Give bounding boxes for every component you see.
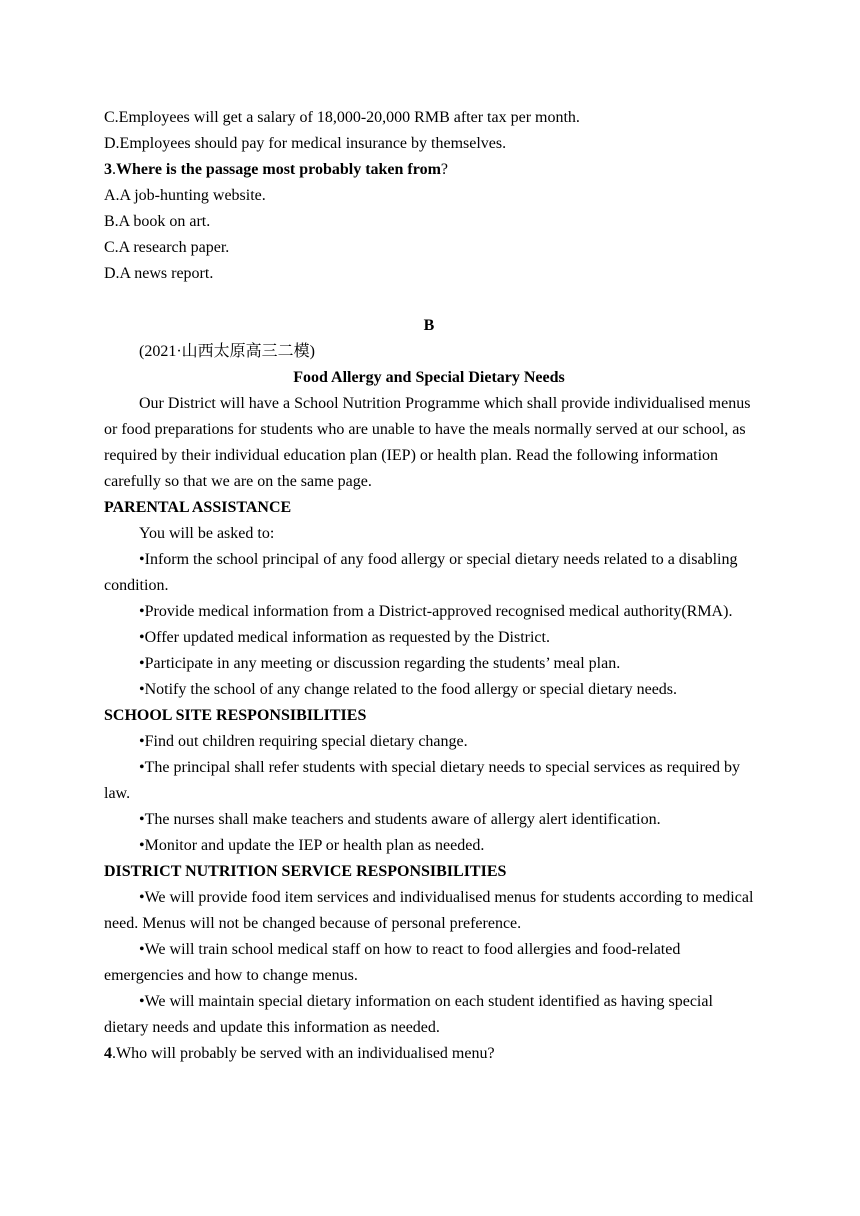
section-letter: B (423, 317, 435, 334)
heading-district-nutrition: DISTRICT NUTRITION SERVICE RESPONSIBILITIES (104, 863, 507, 880)
source-note: (2021·山西太原高三二模) (139, 343, 315, 360)
district-item: • We will provide food item services and individualised menus for students according to medical need. Menus will not be changed because of personal preference. (104, 885, 754, 937)
q3-question: 3.Where is the passage most probably taken from? (104, 161, 449, 178)
school-site-item: • Monitor and update the IEP or health plan as needed. (104, 833, 754, 859)
school-site-item: • Find out children requiring special dietary change. (104, 729, 754, 755)
q3-option-a: A.A job-hunting website. (104, 187, 266, 204)
parental-item: • Inform the school principal of any food allergy or special dietary needs related to a disabling condition. (104, 547, 754, 599)
heading-school-site: SCHOOL SITE RESPONSIBILITIES (104, 707, 367, 724)
q4-question-text: .Who will probably be served with an individualised menu? (112, 1045, 495, 1062)
parental-item: • Participate in any meeting or discussion regarding the students’ meal plan. (104, 651, 754, 677)
intro-paragraph: Our District will have a School Nutrition Programme which shall provide individualised menus or food preparations for students who are unable to have the meals normally served at our school, as required by their individual education plan (IEP) or health plan. Read the following information carefully so that we are on the same page. (104, 395, 751, 490)
q3-option-b: B.A book on art. (104, 213, 211, 230)
district-item: • We will train school medical staff on how to react to food allergies and food-related emergencies and how to change menus. (104, 937, 754, 989)
q3-question-text: Where is the passage most probably taken from (116, 161, 441, 178)
parental-lead: You will be asked to: (139, 525, 275, 542)
passage-title: Food Allergy and Special Dietary Needs (293, 369, 565, 386)
q2-option-c: C.Employees will get a salary of 18,000-20,000 RMB after tax per month. (104, 109, 580, 126)
q3-question-mark: ? (440, 161, 449, 178)
parental-item: • Notify the school of any change related to the food allergy or special dietary needs. (104, 677, 754, 703)
q4-number: 4 (104, 1045, 112, 1062)
spacer (104, 287, 754, 313)
document-page (104, 105, 754, 1067)
q2-option-d: D.Employees should pay for medical insurance by themselves. (104, 135, 507, 152)
parental-item: • Offer updated medical information as requested by the District. (104, 625, 754, 651)
school-site-item: • The principal shall refer students with special dietary needs to special services as required by law. (104, 755, 754, 807)
school-site-item: • The nurses shall make teachers and students aware of allergy alert identification. (104, 807, 754, 833)
q3-option-d: D.A news report. (104, 265, 214, 282)
q4-question (104, 1041, 754, 1067)
parental-item: • Provide medical information from a District-approved recognised medical authority(RMA). (104, 599, 754, 625)
q3-number: 3 (104, 161, 112, 178)
heading-parental-assistance: PARENTAL ASSISTANCE (104, 499, 292, 516)
district-item: • We will maintain special dietary information on each student identified as having special dietary needs and update this information as needed. (104, 989, 754, 1041)
q3-option-c: C.A research paper. (104, 239, 230, 256)
